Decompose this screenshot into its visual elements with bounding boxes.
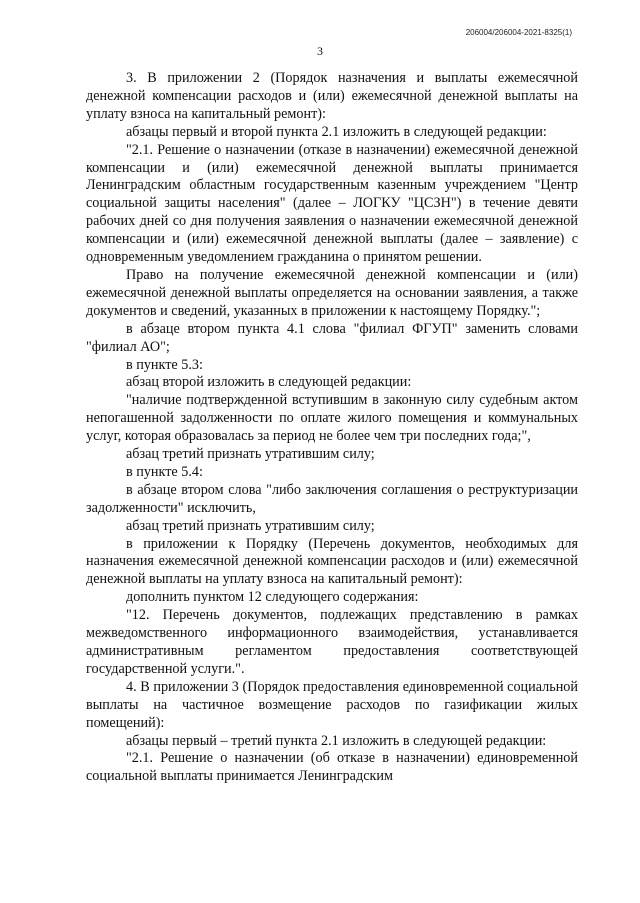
paragraph: "наличие подтвержденной вступившим в законную силу судебным актом непогашенной задолженности по оплате жилого помещения и коммунальных услуг, которая образовалась за период не более чем три последних года;",: [86, 392, 578, 445]
paragraph: в приложении к Порядку (Перечень документов, необходимых для назначения ежемесячной денежной компенсации расходов и (или) ежемесячной денежной выплаты на уплату взноса на капитальный ремонт):: [86, 535, 578, 588]
document-id: 206004/206004-2021-8325(1): [465, 28, 572, 37]
paragraph: 4. В приложении 3 (Порядок предоставления единовременной социальной выплаты на частичное возмещение расходов по газификации жилых помещений):: [86, 678, 578, 731]
paragraph: "12. Перечень документов, подлежащих представлению в рамках межведомственного информационного взаимодействия, устанавливается административным регламентом предоставления соответствующей государственной услуги.".: [86, 607, 578, 677]
paragraph: абзац второй изложить в следующей редакции:: [126, 374, 412, 391]
page-number: 3: [317, 44, 323, 58]
document-body: [86, 70, 578, 786]
paragraph: "2.1. Решение о назначении (отказе в назначении) ежемесячной денежной компенсации и (или) ежемесячной денежной выплаты принимается Ленинградским областным государственным казенным учреждением "Центр социальной защиты населения" (далее – ЛОГКУ "ЦСЗН") в течение девяти рабочих дней со дня получения заявления о назначении ежемесячной денежной компенсации и (или) ежемесячной денежной выплаты (далее – заявление) с одновременным уведомлением гражданина о принятом решении.: [86, 141, 578, 266]
paragraph: в пункте 5.3:: [126, 356, 203, 373]
paragraph: Право на получение ежемесячной денежной компенсации и (или) ежемесячной денежной выплаты определяется на основании заявления, а также документов и сведений, указанных в приложении к настоящему Порядку.";: [86, 266, 578, 319]
paragraph: в абзаце втором пункта 4.1 слова "филиал ФГУП" заменить словами "филиал АО";: [86, 320, 578, 355]
paragraph: абзацы первый – третий пункта 2.1 изложить в следующей редакции:: [126, 732, 547, 749]
paragraph: абзац третий признать утратившим силу;: [126, 517, 375, 534]
paragraph: в абзаце втором слова "либо заключения соглашения о реструктуризации задолженности" исключить,: [86, 481, 578, 516]
paragraph: абзац третий признать утратившим силу;: [126, 446, 375, 463]
paragraph: 3. В приложении 2 (Порядок назначения и выплаты ежемесячной денежной компенсации расходов и (или) ежемесячной денежной выплаты на уплату взноса на капитальный ремонт):: [86, 70, 578, 122]
paragraph: "2.1. Решение о назначении (об отказе в назначении) единовременной социальной выплаты принимается Ленинградским: [86, 750, 578, 785]
paragraph: абзацы первый и второй пункта 2.1 изложить в следующей редакции:: [126, 123, 547, 140]
paragraph: дополнить пунктом 12 следующего содержания:: [126, 589, 419, 606]
paragraph: в пункте 5.4:: [126, 463, 203, 480]
